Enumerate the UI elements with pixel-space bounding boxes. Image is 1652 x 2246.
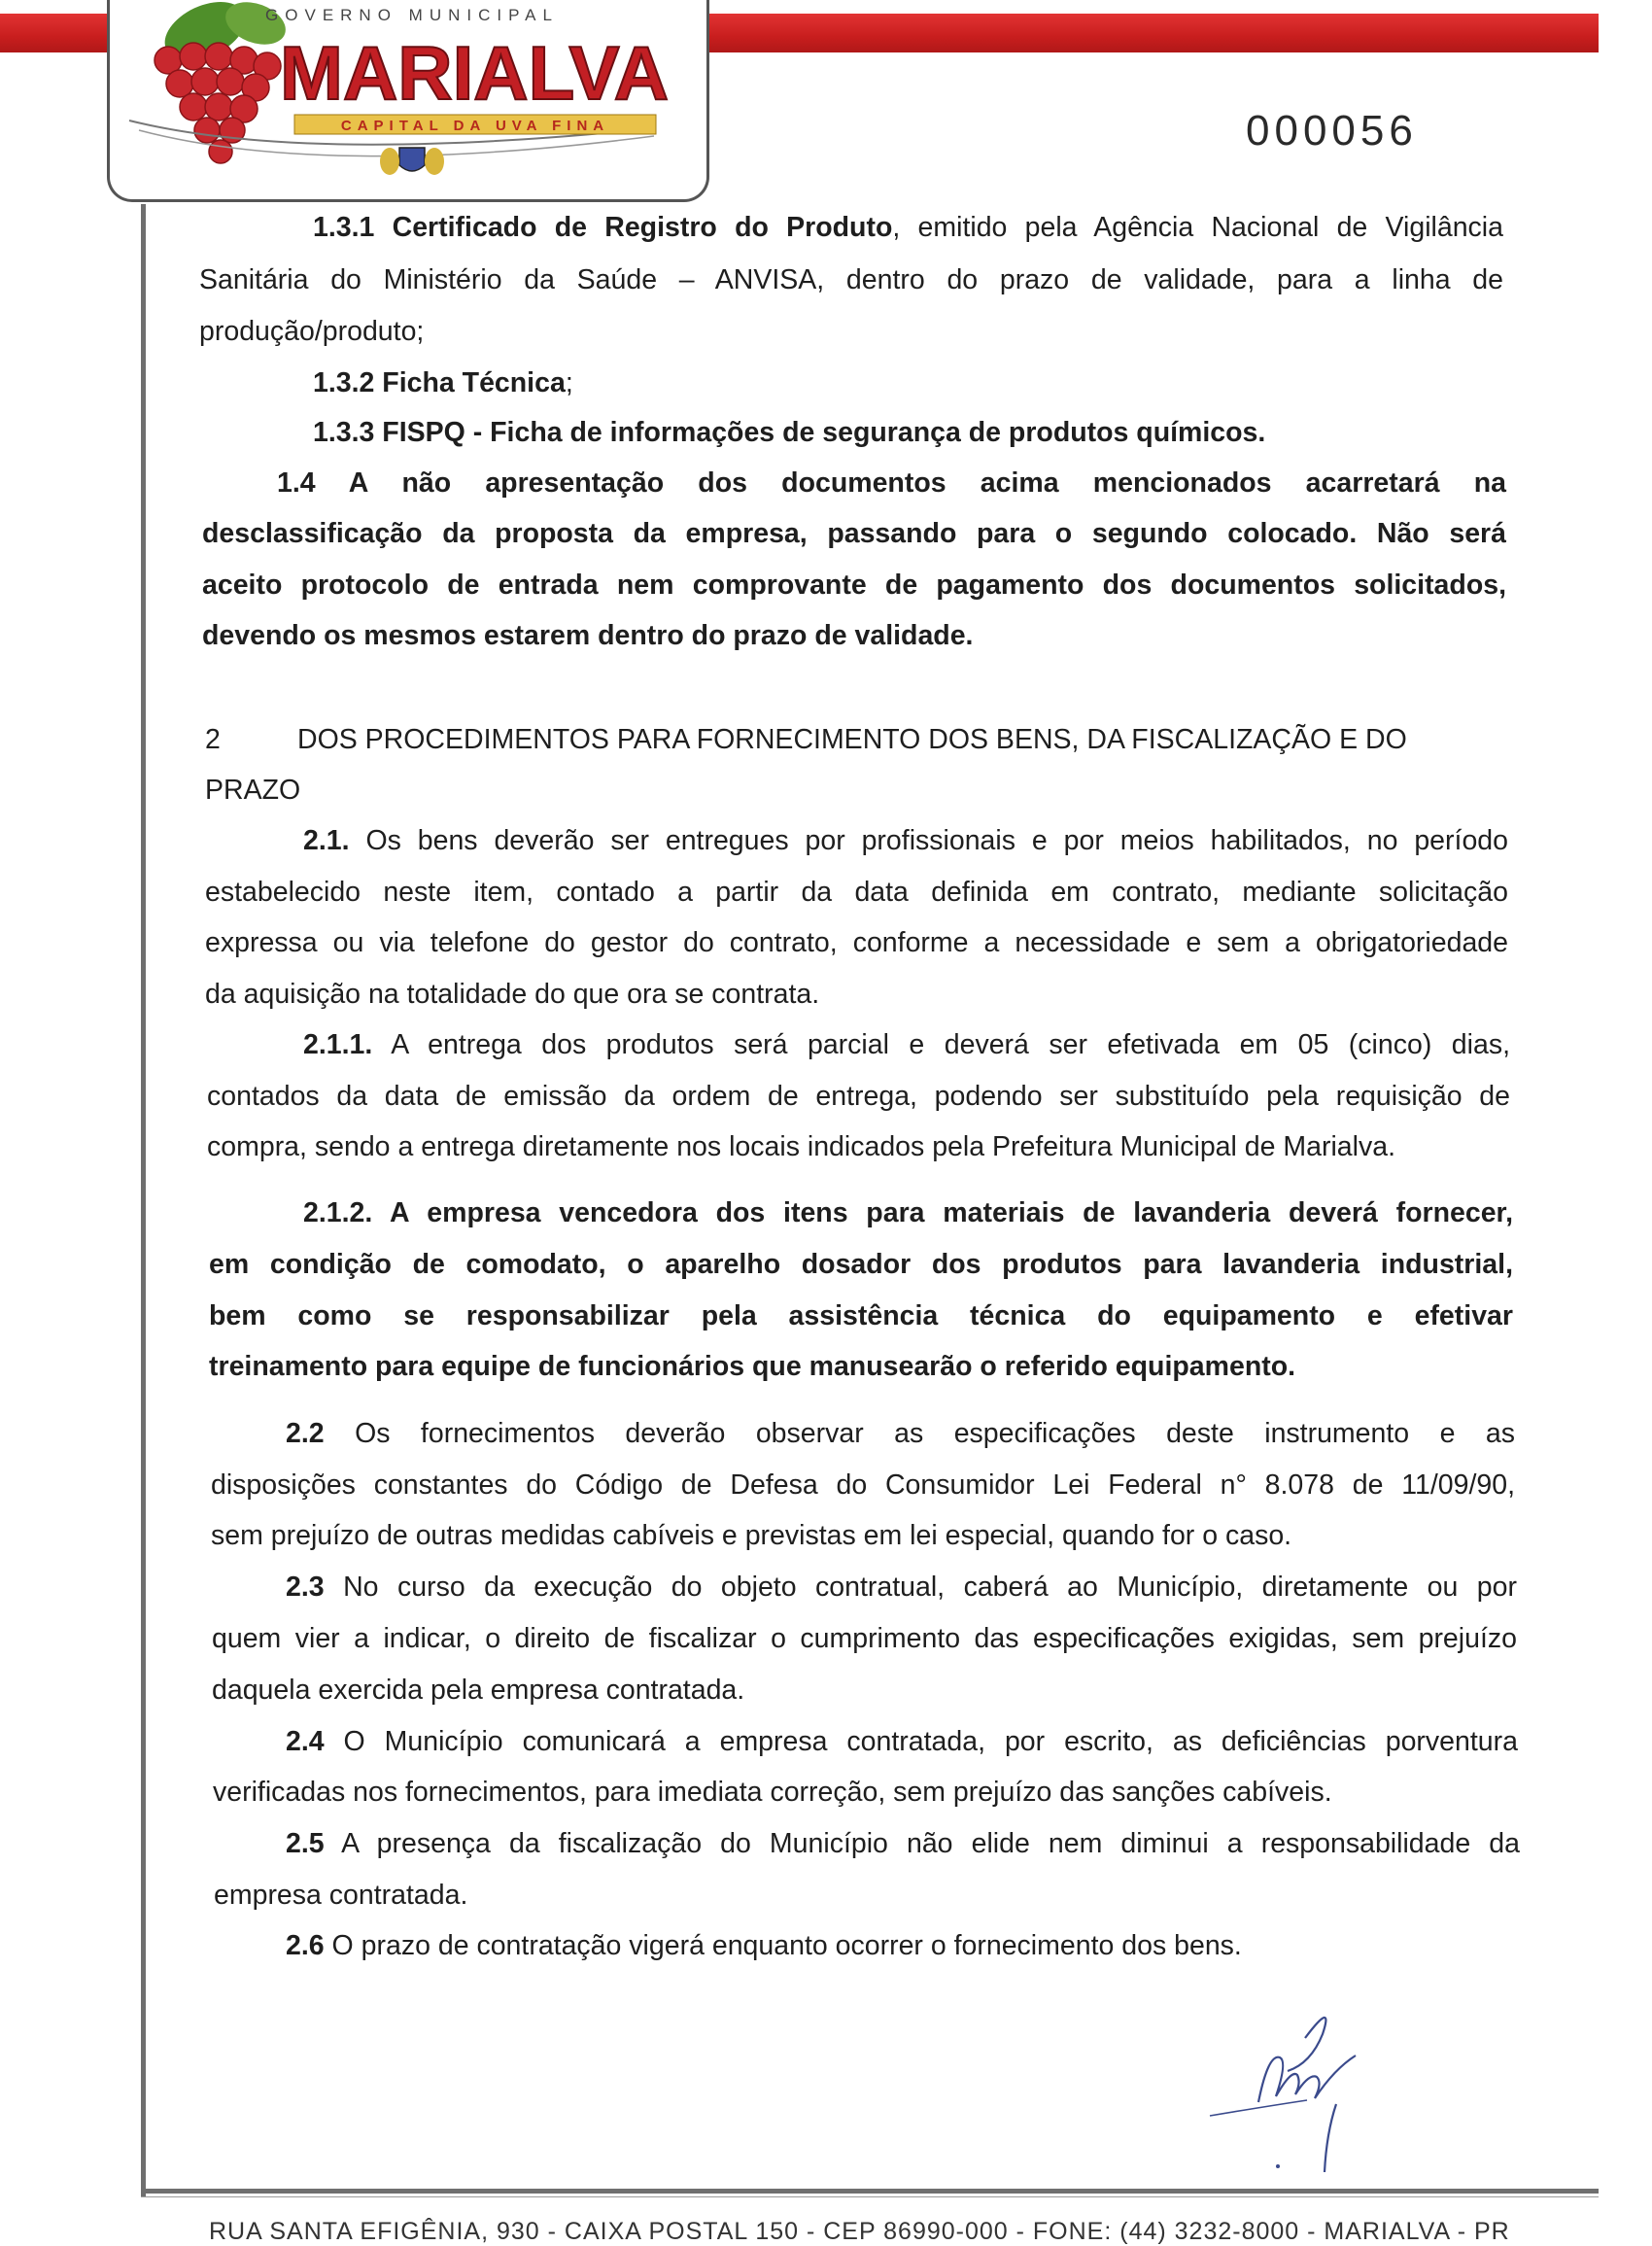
- p21-label: 2.1.: [303, 825, 350, 856]
- p21-line2: estabelecido neste item, contado a partir da data definida em contrato, mediante solicitação: [205, 877, 1508, 908]
- logo-graphic: [110, 0, 712, 202]
- p25-label: 2.5: [286, 1828, 325, 1859]
- p211-label: 2.1.1.: [303, 1029, 373, 1060]
- p22-line3: sem prejuízo de outras medidas cabíveis e previstas em lei especial, quando for o caso.: [211, 1520, 1292, 1551]
- footer-address: RUA SANTA EFIGÊNIA, 930 - CAIXA POSTAL 150 - CEP 86990-000 - FONE: (44) 3232-8000 - MARIALVA - PR: [209, 2218, 1510, 2245]
- marialva-logo: [107, 0, 709, 202]
- bottom-rule-thin: [141, 2196, 1599, 2197]
- p212-line3: bem como se responsabilizar pela assistência técnica do equipamento e efetivar: [209, 1300, 1513, 1331]
- p132-label: 1.3.2 Ficha Técnica: [313, 367, 566, 398]
- p21-line3: expressa ou via telefone do gestor do contrato, conforme a necessidade e sem a obrigatoriedade: [205, 927, 1508, 958]
- section2-heading-line2: PRAZO: [205, 775, 301, 806]
- p24-line2: verificadas nos fornecimentos, para imediata correção, sem prejuízo das sanções cabíveis.: [213, 1777, 1332, 1808]
- p131-line1-text: , emitido pela Agência Nacional de Vigilância: [892, 212, 1503, 243]
- p21-line1: [303, 821, 1508, 860]
- p132: [313, 363, 573, 402]
- signature: [1190, 1997, 1424, 2182]
- p23-line3: daquela exercida pela empresa contratada.: [212, 1675, 745, 1706]
- p22-label: 2.2: [286, 1418, 325, 1449]
- p212-line4: treinamento para equipe de funcionários que manusearão o referido equipamento.: [209, 1351, 1296, 1382]
- p23-line2: quem vier a indicar, o direito de fiscalizar o cumprimento das especificações exigidas, sem prejuízo: [212, 1623, 1517, 1654]
- p24-line1: [286, 1722, 1518, 1761]
- logo-title: MARIALVA: [279, 30, 670, 116]
- p211-line1: [303, 1025, 1510, 1064]
- p23-line1: [286, 1568, 1517, 1607]
- p22-line1-text: Os fornecimentos deverão observar as especificações deste instrumento e as: [324, 1418, 1515, 1449]
- p24-line1-text: O Município comunicará a empresa contratada, por escrito, as deficiências porventura: [324, 1726, 1518, 1757]
- p211-line2: contados da data de emissão da ordem de entrega, podendo ser substituído pela requisição de: [207, 1081, 1510, 1112]
- p14-line2: desclassificação da proposta da empresa, passando para o segundo colocado. Não será: [202, 518, 1506, 549]
- logo-top-text: GOVERNO MUNICIPAL: [265, 6, 559, 24]
- p21-line4: da aquisição na totalidade do que ora se contrata.: [205, 979, 820, 1010]
- p14-line1: 1.4 A não apresentação dos documentos acima mencionados acarretará na: [277, 467, 1506, 499]
- p14-line4: devendo os mesmos estarem dentro do prazo de validade.: [202, 620, 974, 651]
- section2-heading-number: 2: [205, 724, 221, 755]
- p131-line3: produção/produto;: [199, 316, 425, 347]
- p25-line1: [286, 1824, 1520, 1863]
- p26-line1: [286, 1926, 1242, 1965]
- p133: 1.3.3 FISPQ - Ficha de informações de segurança de produtos químicos.: [313, 417, 1266, 448]
- p131-line1: [313, 208, 1503, 247]
- left-margin-rule: [141, 204, 146, 2196]
- p14-line3: aceito protocolo de entrada nem comprovante de pagamento dos documentos solicitados,: [202, 570, 1506, 601]
- p25-line2: empresa contratada.: [214, 1880, 468, 1911]
- p25-line1-text: A presença da fiscalização do Município não elide nem diminui a responsabilidade da: [324, 1828, 1520, 1859]
- p212-line2: em condição de comodato, o aparelho dosador dos produtos para lavanderia industrial,: [209, 1249, 1513, 1280]
- p22-line1: [286, 1414, 1515, 1453]
- section2-heading-line1: DOS PROCEDIMENTOS PARA FORNECIMENTO DOS BENS, DA FISCALIZAÇÃO E DO: [297, 724, 1407, 755]
- p23-line1-text: No curso da execução do objeto contratual, caberá ao Município, diretamente ou por: [324, 1572, 1517, 1603]
- p131-label: 1.3.1 Certificado de Registro do Produto: [313, 212, 893, 243]
- bottom-rule: [141, 2189, 1599, 2194]
- p212-line1: 2.1.2. A empresa vencedora dos itens para materiais de lavanderia deverá fornecer,: [303, 1197, 1513, 1228]
- p211-line1-text: A entrega dos produtos será parcial e deverá ser efetivada em 05 (cinco) dias,: [372, 1029, 1510, 1060]
- p24-label: 2.4: [286, 1726, 325, 1757]
- p26-label: 2.6: [286, 1930, 325, 1961]
- p26-line1-text: O prazo de contratação vigerá enquanto ocorrer o fornecimento dos bens.: [324, 1930, 1242, 1961]
- page-number: 000056: [1246, 107, 1418, 155]
- p132-end: ;: [565, 367, 573, 398]
- logo-tagline: CAPITAL DA UVA FINA: [340, 118, 610, 134]
- p22-line2: disposições constantes do Código de Defesa do Consumidor Lei Federal n° 8.078 de 11/09/90,: [211, 1469, 1515, 1501]
- p131-line2: Sanitária do Ministério da Saúde – ANVISA, dentro do prazo de validade, para a linha de: [199, 264, 1503, 295]
- p21-line1-text: Os bens deverão ser entregues por profissionais e por meios habilitados, no período: [349, 825, 1508, 856]
- p211-line3: compra, sendo a entrega diretamente nos locais indicados pela Prefeitura Municipal de Marialva.: [207, 1131, 1396, 1162]
- p23-label: 2.3: [286, 1572, 325, 1603]
